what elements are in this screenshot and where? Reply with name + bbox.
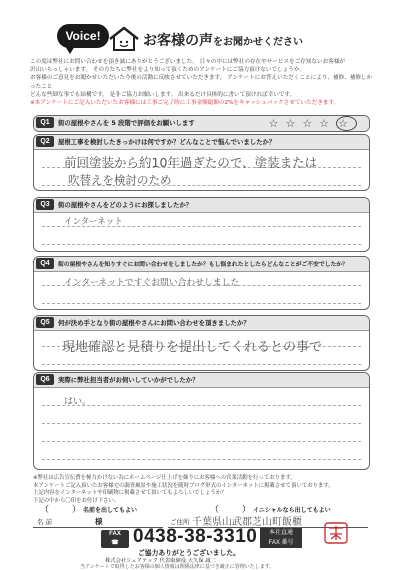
fax-direct-box <box>260 528 302 548</box>
intro-line: この度は弊社にお問い合わせを頂き誠にありがとうございました。 日々の中には弊社の存在やサービスをご存知ないお客様が <box>30 59 346 65</box>
question-label: Q1 <box>36 117 54 128</box>
note-line: 本アンケートご記入頂いたお客様宅の調査風景や施工状況を随時ブログ形式のインターネットに掲載させて頂いております。 <box>33 482 334 489</box>
question-block-q5 <box>33 315 370 371</box>
answer-text: はい。 <box>64 397 92 407</box>
intro-line: 沢山いらっしゃいます。 その方たちに弊社をより知って頂くためのアンケートにご協力頂けないでしょうか。 <box>30 67 306 74</box>
option-name-ok[interactable]: （ ） 名前を出してもよい <box>40 505 137 515</box>
star-icon[interactable]: ☆ <box>268 117 286 130</box>
note-line: 上記内容をインターネットや印刷物に掲載させて頂いてもよろしいでしょうか？ <box>33 490 227 497</box>
publication-notes <box>33 475 368 505</box>
question-block-q4 <box>33 256 370 310</box>
fax-box-line: 本社直通 <box>268 530 293 536</box>
star-icon[interactable]: ☆ <box>285 117 303 130</box>
answer-text: 前回塗装から約10年過ぎたので、塗装または <box>64 155 318 170</box>
answer-text: 吹替えを検討のため <box>68 173 172 187</box>
name-suffix: 様 <box>95 517 103 526</box>
question-block-q1 <box>33 115 370 132</box>
intro-text <box>30 58 375 107</box>
question-text: 街の屋根やさんをどのようにお探しましたか？ <box>58 201 193 209</box>
question-label: Q6 <box>36 374 54 385</box>
question-text: 実際に弊社担当者がお伺いしていかがでしたか？ <box>58 376 199 384</box>
question-text: 街の屋根やさんを 5 段階で評価をお願いします <box>58 119 195 127</box>
note-line: 下記の中から〇印をお付け下さい。 <box>33 497 120 504</box>
page-title <box>143 30 363 50</box>
voice-badge: Voice! <box>57 24 109 48</box>
option-initial-ok[interactable]: （ ） イニシャルなら出してもよい <box>210 505 331 515</box>
note-line: ※弊社は広告宣伝費を極力かけない為にホームページ仕上げを繰りにお客様への営業活動を行っております。 <box>33 475 296 481</box>
rating-stars[interactable] <box>269 117 357 130</box>
answer-text: インターネット <box>64 217 123 227</box>
question-label: Q3 <box>36 199 54 210</box>
fax-icon-label: FAX <box>109 531 121 537</box>
star-icon[interactable]: ☆ <box>302 117 320 130</box>
thanks-message: ご協力ありがとうございました。 <box>138 549 240 557</box>
question-block-q6 <box>33 372 370 470</box>
title-main: お客様の声 <box>143 33 213 49</box>
fax-icon: FAX ☎ <box>101 530 129 548</box>
fax-box-line: FAX 番号 <box>268 540 294 546</box>
option-label: 名前を出してもよい <box>82 507 137 514</box>
question-text: 街の屋根やさんを知りすぐにお問い合わせをしましたか？もし悩まれたとしたらどんなことがご不安でしたか？ <box>58 262 348 268</box>
intro-line: どんな些細な事でも結構です。 是非ご協力お願いします。 出来るだけ具体的に書いて頂ければ幸いです。 <box>30 91 296 98</box>
address-value: 千葉県山武郡芝山町飯櫃 <box>192 517 302 528</box>
question-label: Q4 <box>36 258 54 269</box>
name-label: 名 前 <box>37 518 53 526</box>
cashback-notice: ※本アンケートにご記入いただいたお客様には工事ご完了時に工事金額総額の2%をキャッシュバックさせていただきます。 <box>30 100 340 107</box>
question-text: 屋根工事を検討したきっかけは何ですか？どんなことで悩んでいましたか？ <box>58 138 276 146</box>
star-icon[interactable]: ☆ <box>319 117 337 130</box>
company-name: 株式会社シェアテック 代表取締役 大久保 誠二 <box>105 558 216 564</box>
intro-line: お客様のご意見をお聞かせいただいた今後の活動に反映させていただきます。 アンケートにお答えいただくことにより、補修、補修しかったこと <box>30 75 373 90</box>
star-icon-selected[interactable]: ☆ <box>338 117 355 130</box>
privacy-notice: 当アンケートで取得したお客様の個人情報は関係法律に基づき厳正に管理いたします。 <box>80 564 275 570</box>
answer-text: 現地確認と見積りを提出してくれるとの事で <box>62 340 323 355</box>
fax-number: 0438-38-3310 <box>133 526 258 547</box>
address-label: ご住所 <box>170 518 190 526</box>
company-stamp-icon <box>323 520 349 546</box>
house-icon <box>108 26 140 52</box>
question-text: 何が決め手となり街の屋根やさんにお問い合わせを頂きましたか？ <box>58 319 250 327</box>
title-tail: をお聞かせください <box>213 37 303 48</box>
question-label: Q2 <box>36 136 54 147</box>
question-block-q3 <box>33 197 370 252</box>
answer-text: インターネットですぐお問い合わせしました <box>64 278 240 288</box>
question-block-q2 <box>33 134 370 191</box>
option-label: イニシャルなら出してもよい <box>252 507 331 514</box>
question-label: Q5 <box>36 317 54 328</box>
